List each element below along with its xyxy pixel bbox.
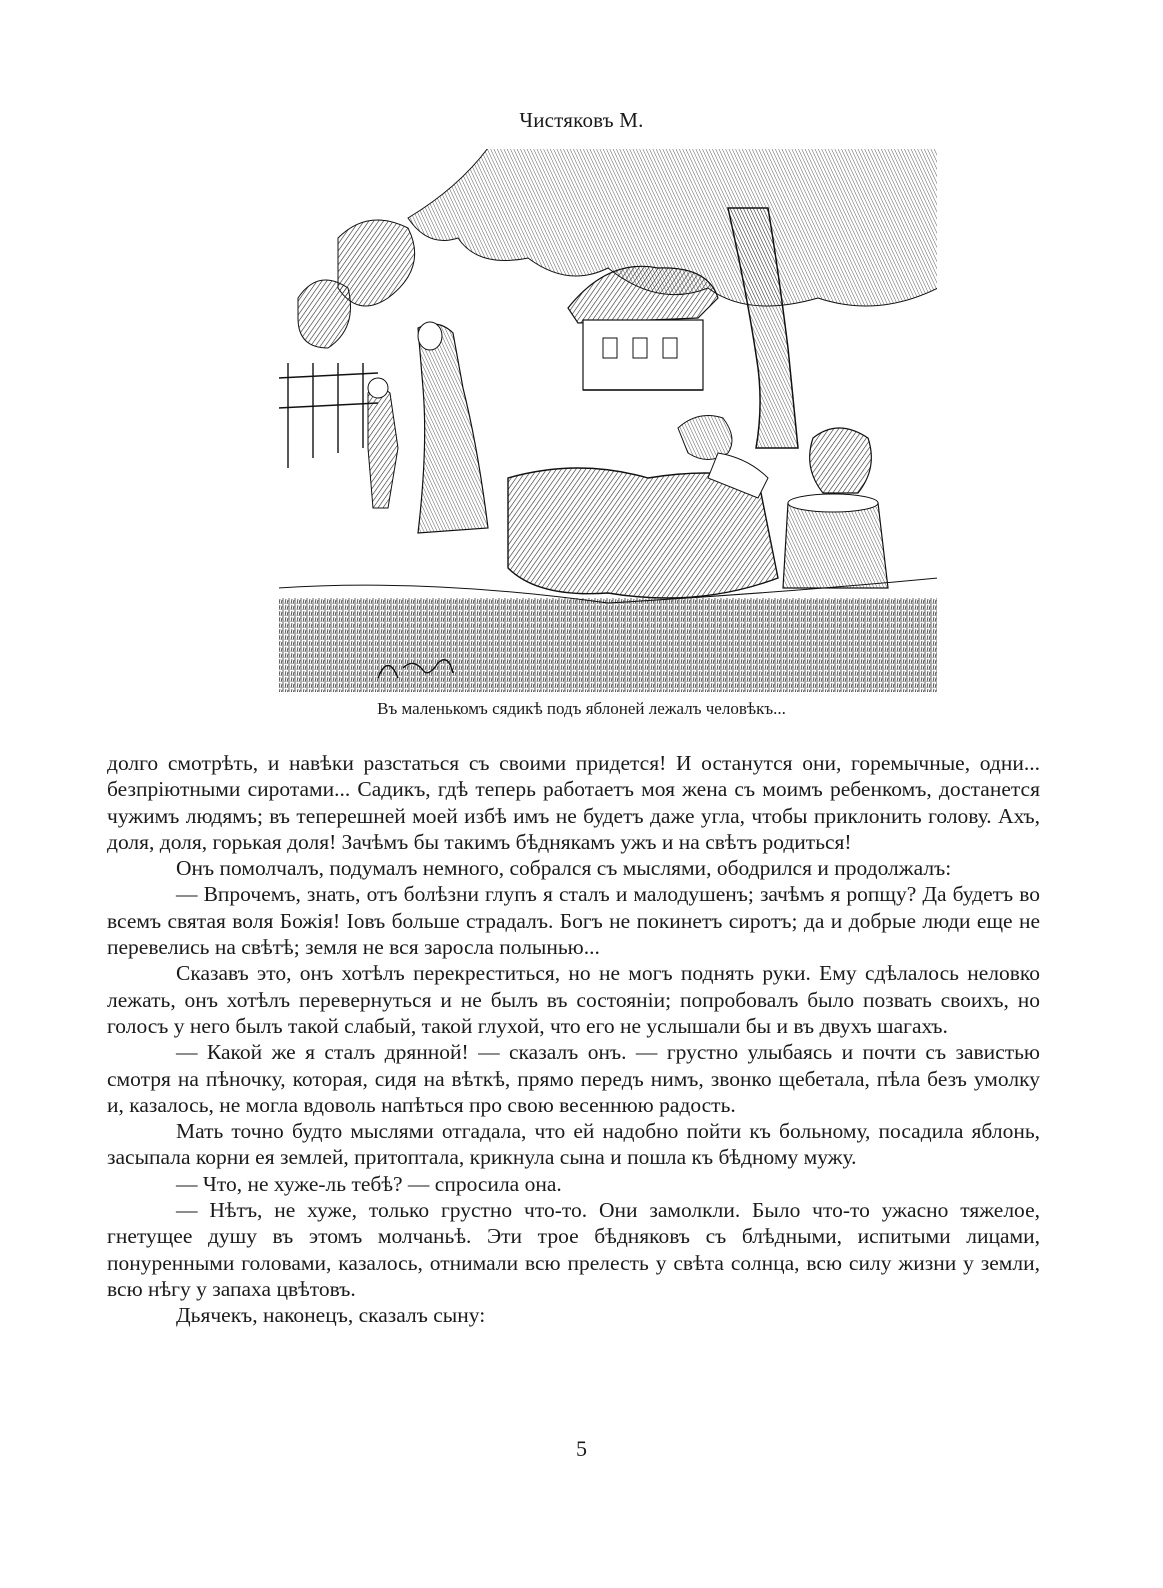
figure-caption: Въ маленькомъ сядикѣ подъ яблоней лежалъ человѣкъ... — [377, 699, 786, 718]
page-number: 5 — [576, 1436, 587, 1461]
running-head-author: Чистяковъ М. — [519, 108, 644, 132]
paragraph: долго смотрѣть, и навѣки разстаться съ своими придется! И останутся они, горемычные, одни... безпріютными сиротами... Садикъ, гдѣ теперь работаетъ моя жена съ моимъ ребенкомъ, достанется чужимъ людямъ; въ теперешней моей избѣ имъ не будетъ даже угла, чтобы приклонить голову. Ахъ, доля, доля, горькая доля! Зачѣмъ бы такимъ бѣднякамъ ужъ и на свѣтъ родиться! — [107, 751, 1040, 854]
paragraph: — Впрочемъ, знать, отъ болѣзни глупъ я сталъ и малодушенъ; зачѣмъ я ропщу? Да будетъ во всемъ святая воля Божія! Іовъ больше страдалъ. Богъ не покинетъ сиротъ; да и добрые люди еще не перевелись на свѣтѣ; земля не вся заросла полынью... — [107, 882, 1040, 960]
engraving-illustration — [278, 148, 938, 693]
paragraph: — Какой же я сталъ дрянной! — сказалъ онъ. — грустно улыбаясь и почти съ завистью смотря на пѣночку, которая, сидя на вѣткѣ, прямо передъ нимъ, звонко щебетала, пѣла безъ умолку и, казалось, не могла вдоволь напѣться про свою весеннюю радость. — [107, 1040, 1040, 1117]
paragraph: Дьячекъ, наконецъ, сказалъ сыну: — [176, 1303, 486, 1328]
paragraph: — Что, не хуже-ль тебѣ? — спросила она. — [176, 1171, 562, 1196]
paragraph: Сказавъ это, онъ хотѣлъ перекреститься, но не могъ поднять руки. Ему сдѣлалось неловко лежать, онъ хотѣлъ перевернуться и не былъ въ состояніи; попробовалъ было позвать своихъ, но голосъ у него былъ такой слабый, такой глухой, что его не услышали бы и въ двухъ шагахъ. — [107, 961, 1040, 1038]
paragraph: Онъ помолчалъ, подумалъ немного, собрался съ мыслями, ободрился и продолжалъ: — [176, 856, 952, 881]
paragraph: Мать точно будто мыслями отгадала, что ей надобно пойти къ больному, посадила яблонь, засыпала корни ея землей, притоптала, крикнула сына и пошла къ бѣдному мужу. — [107, 1119, 1040, 1170]
paragraph: — Нѣтъ, не хуже, только грустно что-то. Они замолкли. Было что-то ужасно тяжелое, гнетущее душу въ этомъ молчаньѣ. Эти трое бѣдняковъ съ блѣдными, испитыми лицами, понуренными головами, казалось, отнимали всю прелесть у свѣта солнца, всю силу жизни у земли, всю нѣгу у запаха цвѣтовъ. — [107, 1198, 1040, 1301]
body-text — [107, 750, 1040, 1329]
